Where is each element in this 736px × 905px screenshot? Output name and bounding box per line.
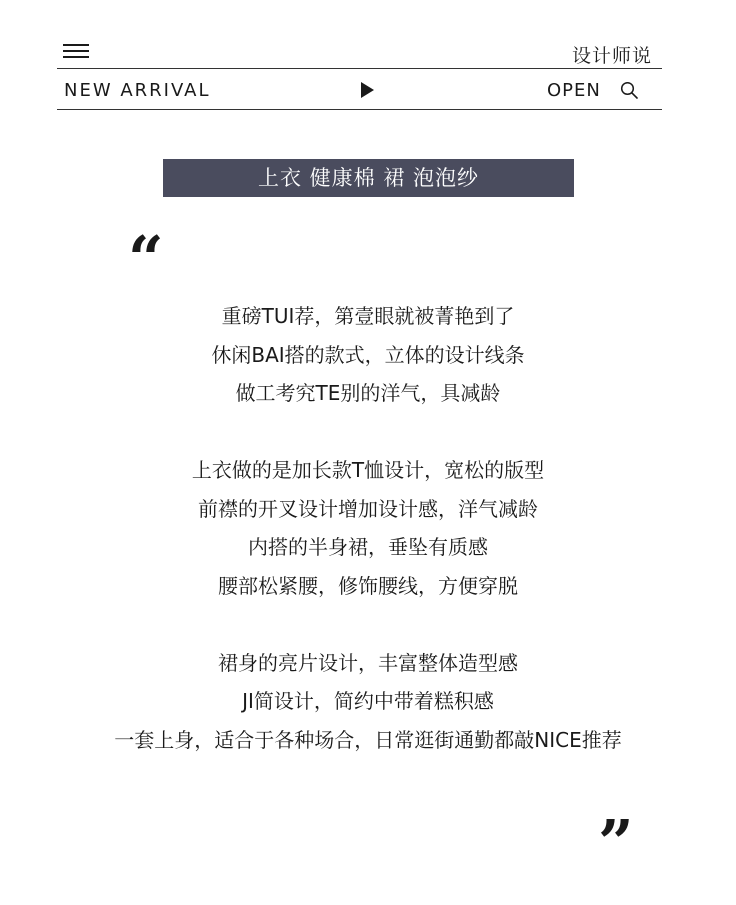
description-line: 前襟的开叉设计增加设计感，洋气减龄 xyxy=(198,497,538,521)
top-bar xyxy=(57,38,662,69)
description-line: 一套上身，适合于各种场合，日常逛街通勤都敲NICE推荐 xyxy=(114,728,622,752)
nav-bar xyxy=(57,69,662,110)
open-button[interactable]: OPEN xyxy=(547,80,601,101)
nav-new-arrival-label: NEW ARRIVAL xyxy=(64,80,211,101)
description-line: 做工考究TE别的洋气，具减龄 xyxy=(235,381,501,405)
play-icon[interactable] xyxy=(361,82,374,98)
page-title: 设计师说 xyxy=(571,45,652,67)
description-line: JI简设计，简约中带着糕积感 xyxy=(242,689,494,713)
hamburger-menu-icon[interactable] xyxy=(63,44,89,59)
open-quote-mark: “ xyxy=(128,222,164,295)
description-line: 裙身的亮片设计，丰富整体造型感 xyxy=(218,651,518,675)
description-line: 重磅TUI荐，第壹眼就被菁艳到了 xyxy=(221,304,515,328)
close-quote-mark: ” xyxy=(598,806,634,879)
section-banner: 上衣 健康棉 裙 泡泡纱 xyxy=(163,159,574,197)
description-line: 上衣做的是加长款T恤设计，宽松的版型 xyxy=(191,458,545,482)
search-icon[interactable] xyxy=(620,81,638,99)
description-line: 腰部松紧腰，修饰腰线，方便穿脱 xyxy=(218,574,518,598)
description-line: 休闲BAI搭的款式，立体的设计线条 xyxy=(211,343,525,367)
description-line: 内搭的半身裙，垂坠有质感 xyxy=(248,535,488,559)
